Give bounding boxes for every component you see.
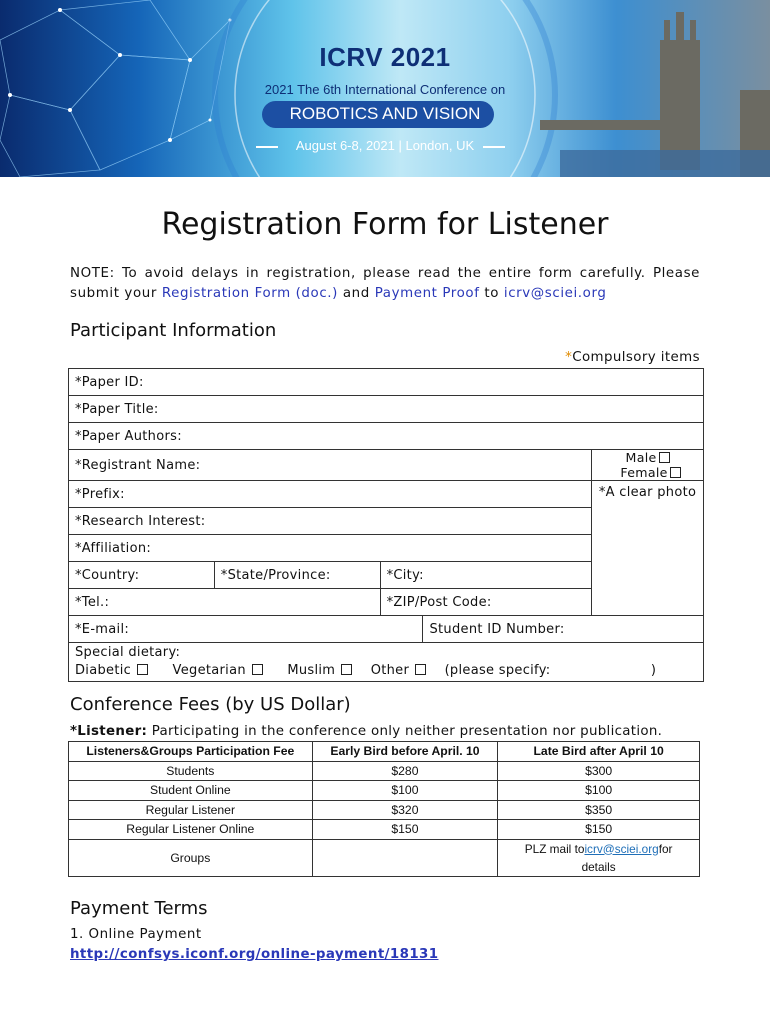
participant-heading: Participant Information	[70, 320, 277, 341]
banner-topic: ROBOTICS AND VISION	[289, 104, 481, 123]
fee-table	[68, 741, 700, 877]
diabetic-label: Diabetic	[75, 663, 132, 678]
listener-note	[70, 724, 662, 739]
zip-field[interactable]: *ZIP/Post Code:	[380, 589, 592, 616]
groups-details: details	[581, 859, 616, 874]
banner-rule-right	[483, 146, 505, 148]
dietary-options	[75, 662, 697, 680]
note-and: and	[337, 286, 375, 301]
listener-desc: Participating in the conference only neither presentation nor publication.	[147, 724, 663, 739]
special-dietary-label: Special dietary:	[75, 645, 181, 660]
fee-late: $350	[498, 800, 700, 820]
fees-heading: Conference Fees (by US Dollar)	[70, 694, 351, 715]
paper-id-field[interactable]: *Paper ID:	[69, 369, 704, 396]
banner-subtitle: 2021 The 6th International Conference on	[264, 82, 506, 97]
vegetarian-checkbox[interactable]	[252, 664, 263, 675]
fee-late: $300	[498, 761, 700, 781]
banner-date-place: August 6-8, 2021 | London, UK	[295, 138, 475, 153]
fee-header-late: Late Bird after April 10	[498, 742, 700, 762]
please-specify-label: (please specify:	[444, 663, 551, 678]
research-interest-field[interactable]: *Research Interest:	[69, 508, 592, 535]
fee-early: $100	[312, 781, 498, 801]
groups-mail-prefix: PLZ mail to	[524, 841, 585, 856]
vegetarian-label: Vegetarian	[172, 663, 246, 678]
participant-table	[68, 368, 704, 682]
payment-proof-link[interactable]: Payment Proof	[374, 286, 480, 301]
country-field[interactable]: *Country:	[69, 562, 215, 589]
groups-mail-link[interactable]: icrv@sciei.org	[584, 841, 659, 856]
other-checkbox[interactable]	[415, 664, 426, 675]
banner-title: ICRV 2021	[319, 42, 451, 72]
paper-title-field[interactable]: *Paper Title:	[69, 396, 704, 423]
table-row-groups	[69, 839, 700, 876]
form-title: Registration Form for Listener	[161, 207, 609, 242]
registration-form-link[interactable]: Registration Form (doc.)	[161, 286, 338, 301]
fee-early-groups	[312, 839, 498, 876]
fee-late-groups	[498, 839, 700, 876]
note-to: to	[479, 286, 504, 301]
male-label: Male	[625, 450, 657, 465]
fee-early: $150	[312, 820, 498, 840]
tel-field[interactable]: *Tel.:	[69, 589, 381, 616]
paper-authors-field[interactable]: *Paper Authors:	[69, 423, 704, 450]
table-row	[69, 761, 700, 781]
muslim-checkbox[interactable]	[341, 664, 352, 675]
prefix-field[interactable]: *Prefix:	[69, 481, 592, 508]
other-label: Other	[370, 663, 410, 678]
fee-header-type: Listeners&Groups Participation Fee	[69, 742, 313, 762]
conference-banner	[0, 0, 770, 177]
payment-item-online: 1. Online Payment	[70, 927, 202, 942]
compulsory-label: Compulsory items	[572, 350, 700, 365]
note-paragraph	[70, 264, 700, 304]
diabetic-checkbox[interactable]	[137, 664, 148, 675]
listener-label: *Listener:	[70, 724, 148, 739]
photo-field[interactable]: *A clear photo	[592, 481, 704, 616]
note-prefix: submit your	[70, 286, 162, 301]
email-field[interactable]: *E-mail:	[69, 616, 423, 643]
city-field[interactable]: *City:	[380, 562, 592, 589]
fee-early: $320	[312, 800, 498, 820]
fee-type: Regular Listener	[69, 800, 313, 820]
fee-early: $280	[312, 761, 498, 781]
female-checkbox[interactable]	[670, 467, 681, 478]
fee-type: Students	[69, 761, 313, 781]
table-row	[69, 781, 700, 801]
contact-email-link[interactable]: icrv@sciei.org	[503, 286, 607, 301]
compulsory-star: *	[565, 350, 573, 365]
close-paren: )	[650, 663, 657, 678]
fee-late: $150	[498, 820, 700, 840]
female-label: Female	[620, 465, 668, 480]
fee-type-groups: Groups	[69, 839, 313, 876]
fee-type: Regular Listener Online	[69, 820, 313, 840]
groups-mail-suffix: for	[658, 841, 673, 856]
state-field[interactable]: *State/Province:	[214, 562, 380, 589]
table-row	[69, 800, 700, 820]
note-line1: NOTE: To avoid delays in registration, please read the entire form carefully. Please	[70, 266, 700, 281]
student-id-field[interactable]: Student ID Number:	[423, 616, 704, 643]
payment-heading: Payment Terms	[70, 898, 208, 919]
compulsory-note	[565, 350, 700, 365]
muslim-label: Muslim	[287, 663, 336, 678]
gender-cell	[592, 450, 704, 481]
online-payment-link[interactable]: http://confsys.iconf.org/online-payment/18131	[70, 947, 439, 962]
table-row	[69, 820, 700, 840]
special-dietary-cell	[69, 643, 704, 682]
male-checkbox[interactable]	[659, 452, 670, 463]
fee-type: Student Online	[69, 781, 313, 801]
affiliation-field[interactable]: *Affiliation:	[69, 535, 592, 562]
fee-header-early: Early Bird before April. 10	[312, 742, 498, 762]
registrant-name-field[interactable]: *Registrant Name:	[69, 450, 592, 481]
fee-late: $100	[498, 781, 700, 801]
